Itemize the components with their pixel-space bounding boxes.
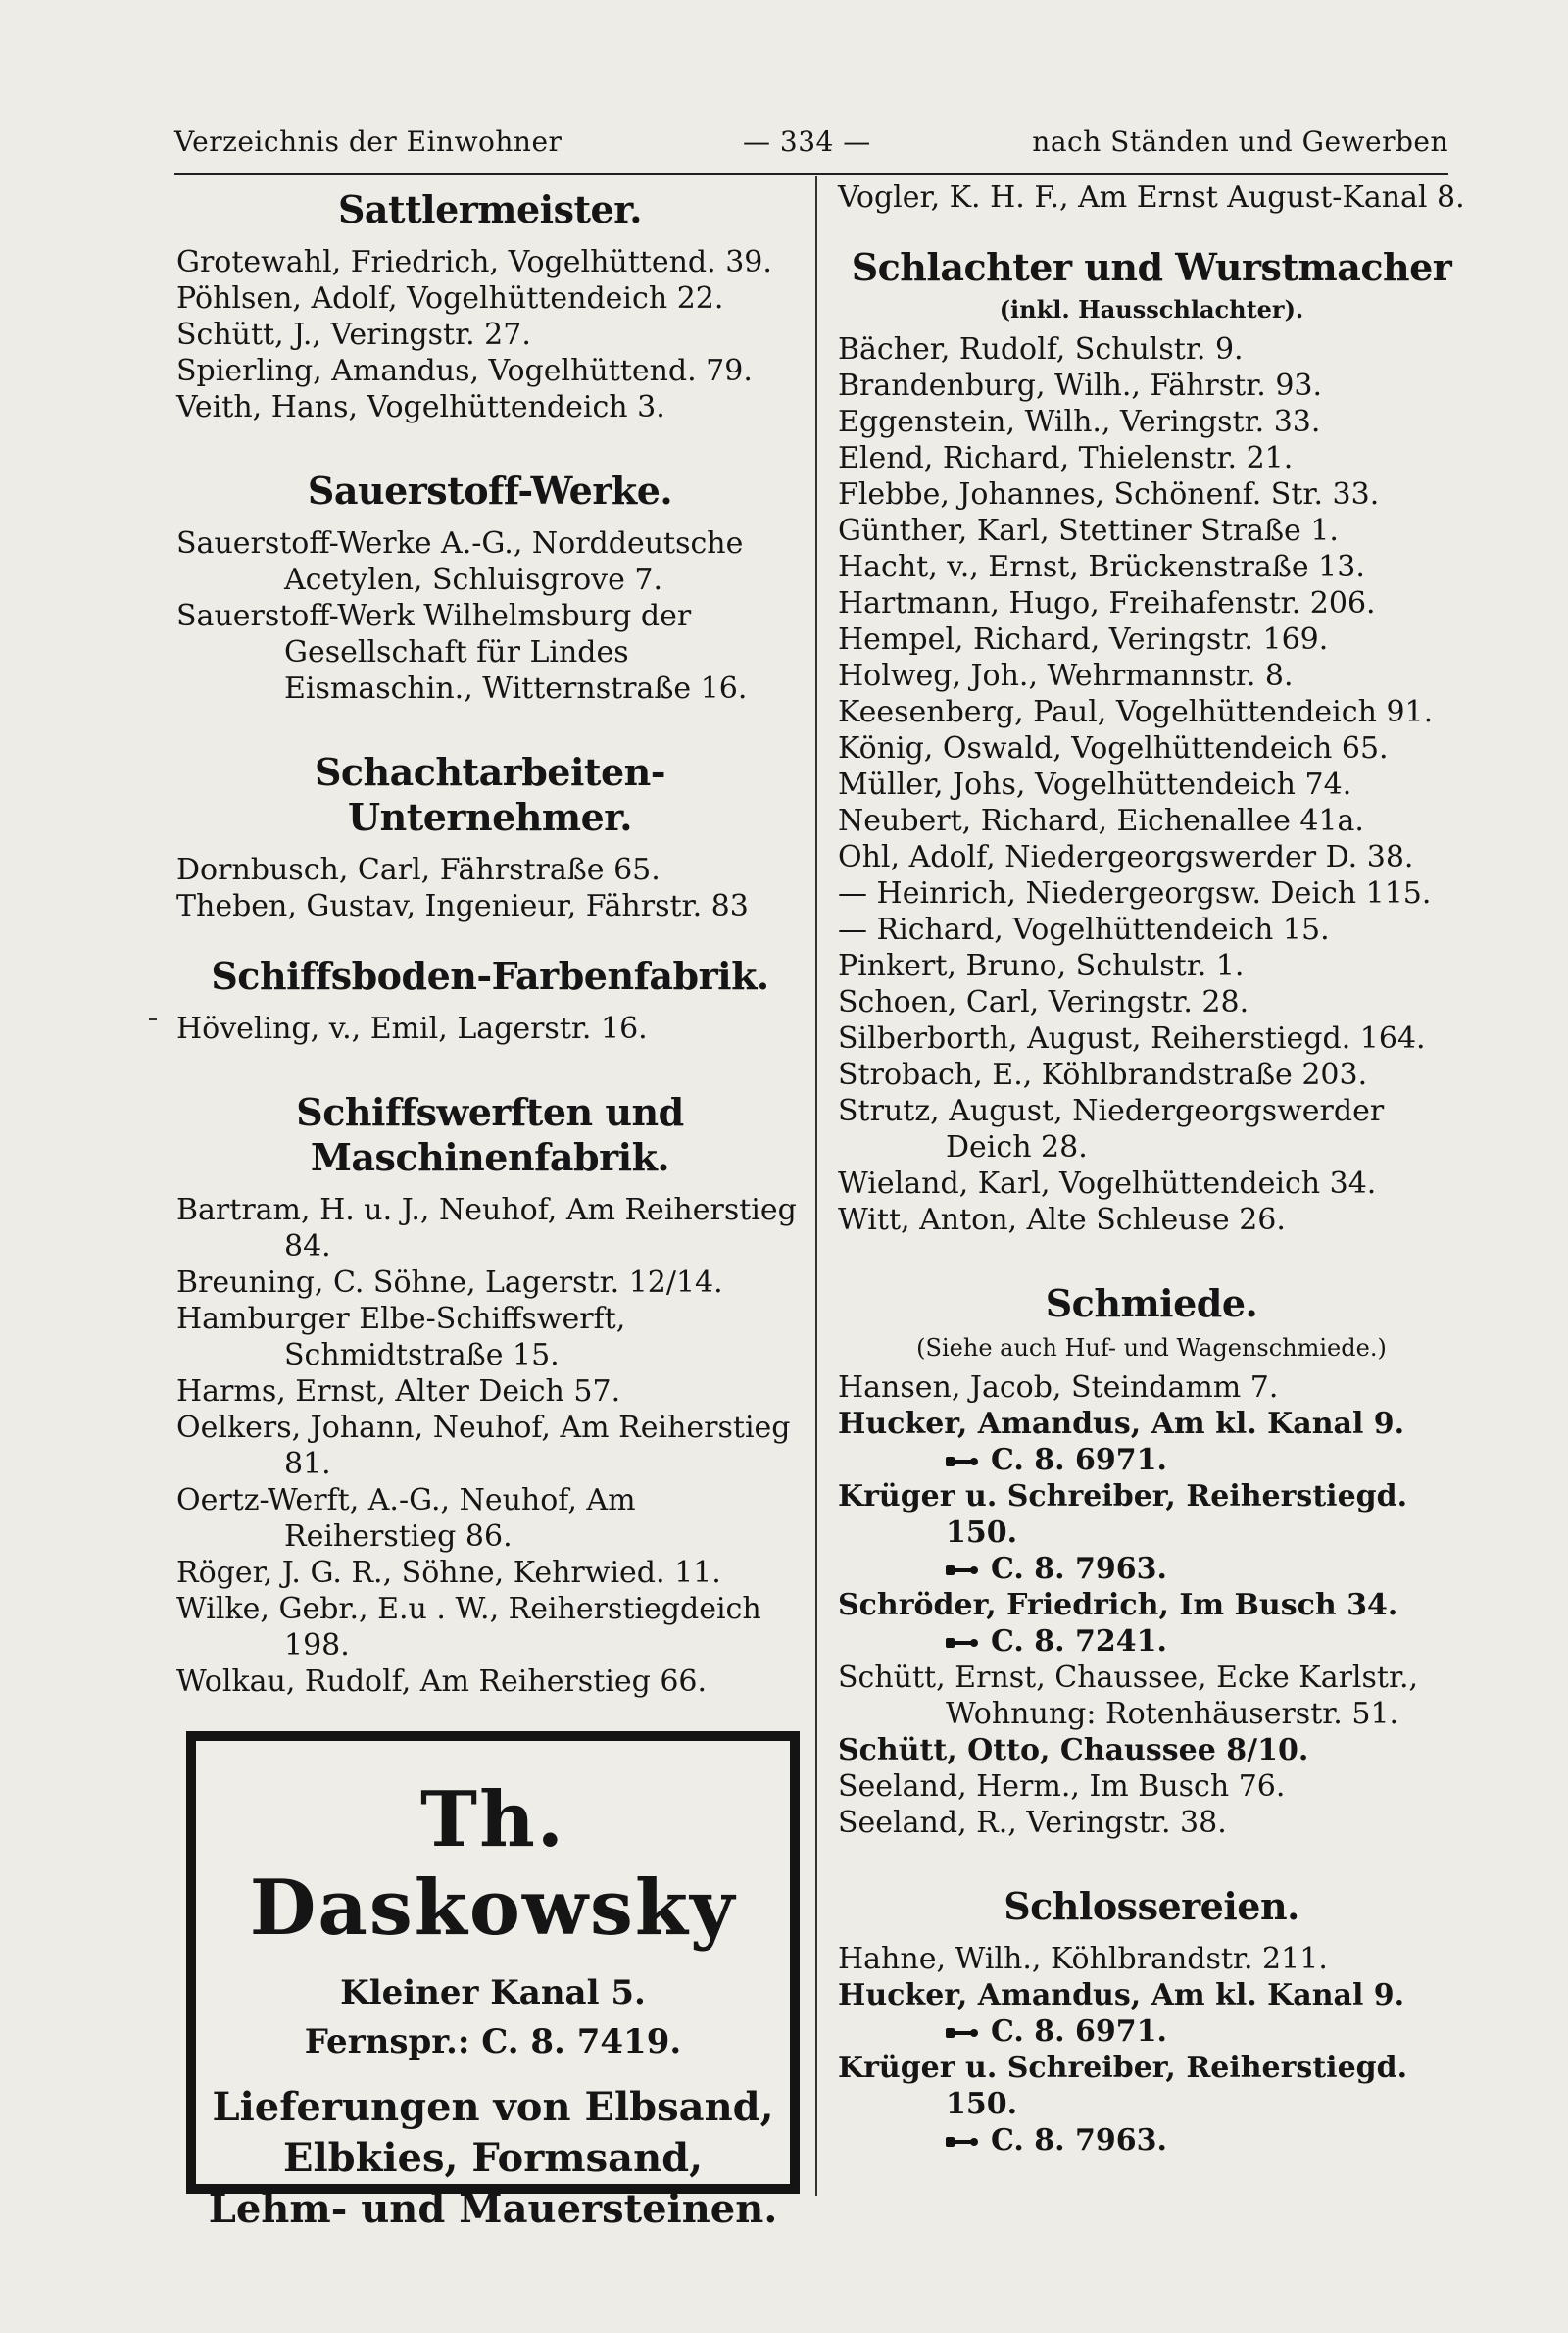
list-item: Flebbe, Johannes, Schönenf. Str. 33. bbox=[838, 477, 1380, 512]
heading-schiffsboden: Schiffsboden-Farbenfabrik. bbox=[211, 954, 769, 998]
schmiede-list bbox=[838, 1369, 1465, 1841]
phone-number: C. 8. 7241. bbox=[991, 1624, 1167, 1659]
list-item: Schütt, Ernst, Chaussee, Ecke Karlstr., Wohnung: Rotenhäuserstr. 51. bbox=[838, 1661, 1419, 1731]
telephone-receiver-icon bbox=[946, 2026, 979, 2040]
list-item: Hamburger Elbe-Schiffswerft, Schmidtstraße 15. bbox=[176, 1302, 626, 1372]
list-item: Schütt, J., Veringstr. 27. bbox=[176, 318, 531, 352]
heading-sattlermeister: Sattlermeister. bbox=[337, 187, 642, 231]
list-item: — Richard, Vogelhüttendeich 15. bbox=[838, 913, 1330, 947]
list-item: Pinkert, Bruno, Schulstr. 1. bbox=[838, 949, 1245, 983]
left-column bbox=[176, 179, 804, 1800]
list-item: Hartmann, Hugo, Freihafenstr. 206. bbox=[838, 586, 1376, 620]
ad-company-name: Th. Daskowsky bbox=[249, 1775, 737, 1953]
list-item: Schröder, Friedrich, Im Busch 34. bbox=[838, 1588, 1398, 1622]
list-item: Seeland, Herm., Im Busch 76. bbox=[838, 1769, 1286, 1804]
list-item: Theben, Gustav, Ingenieur, Fährstr. 83 bbox=[176, 889, 749, 923]
list-item: Pöhlsen, Adolf, Vogelhüttendeich 22. bbox=[176, 281, 724, 316]
phone-line bbox=[838, 2013, 1465, 2050]
heading-schiffswerften: Schiffswerften und Maschinenfabrik. bbox=[296, 1090, 684, 1179]
list-item: Hucker, Amandus, Am kl. Kanal 9. bbox=[838, 1407, 1405, 1441]
telephone-receiver-icon bbox=[946, 1636, 979, 1650]
running-head-left: Verzeichnis der Einwohner bbox=[174, 125, 563, 158]
ad-text-line: Lehm- und Mauersteinen. bbox=[208, 2186, 778, 2232]
list-item: Schoen, Carl, Veringstr. 28. bbox=[838, 985, 1250, 1019]
list-item: Höveling, v., Emil, Lagerstr. 16. bbox=[176, 1012, 648, 1046]
list-item: Wieland, Karl, Vogelhüttendeich 34. bbox=[838, 1166, 1377, 1201]
list-item: Veith, Hans, Vogelhüttendeich 3. bbox=[176, 390, 665, 424]
list-item: Sauerstoff-Werke A.-G., Norddeutsche Acetylen, Schluisgrove 7. bbox=[176, 526, 744, 597]
column-divider bbox=[815, 176, 817, 2196]
list-item: Ohl, Adolf, Niedergeorgswerder D. 38. bbox=[838, 840, 1414, 874]
list-item: Hucker, Amandus, Am kl. Kanal 9. bbox=[838, 1978, 1405, 2012]
phone-line bbox=[838, 1551, 1465, 1587]
heading-sauerstoff-werke: Sauerstoff-Werke. bbox=[307, 469, 673, 513]
list-item: Hacht, v., Ernst, Brückenstraße 13. bbox=[838, 550, 1365, 584]
header-rule bbox=[174, 173, 1448, 175]
list-item: Hansen, Jacob, Steindamm 7. bbox=[838, 1370, 1279, 1405]
list-item: Holweg, Joh., Wehrmannstr. 8. bbox=[838, 659, 1294, 693]
phone-number: C. 8. 7963. bbox=[991, 2123, 1167, 2158]
list-item: Wilke, Gebr., E.u . W., Reiherstiegdeich 198. bbox=[176, 1592, 761, 1663]
list-item: Breuning, C. Söhne, Lagerstr. 12/14. bbox=[176, 1266, 723, 1300]
list-item: Neubert, Richard, Eichenallee 41a. bbox=[838, 804, 1364, 838]
list-item: Krüger u. Schreiber, Reiherstiegd. 150. bbox=[838, 2051, 1408, 2121]
list-item: Brandenburg, Wilh., Fährstr. 93. bbox=[838, 369, 1323, 403]
heading-schlossereien: Schlossereien. bbox=[1004, 1884, 1299, 1928]
running-head bbox=[174, 125, 1448, 165]
phone-line bbox=[838, 1623, 1465, 1660]
right-column bbox=[838, 179, 1465, 2159]
list-item: Schütt, Otto, Chaussee 8/10. bbox=[838, 1733, 1309, 1767]
list-item: Harms, Ernst, Alter Deich 57. bbox=[176, 1374, 621, 1409]
list-item: Strutz, August, Niedergeorgswerder Deich 28. bbox=[838, 1094, 1385, 1165]
telephone-receiver-icon bbox=[946, 1455, 979, 1468]
phone-line bbox=[838, 2122, 1465, 2159]
list-item: Hempel, Richard, Veringstr. 169. bbox=[838, 622, 1329, 657]
list-item: Oelkers, Johann, Neuhof, Am Reiherstieg 81. bbox=[176, 1411, 791, 1481]
telephone-receiver-icon bbox=[946, 2135, 979, 2149]
ad-phone: Fernspr.: C. 8. 7419. bbox=[304, 2022, 682, 2061]
list-item: König, Oswald, Vogelhüttendeich 65. bbox=[838, 731, 1389, 766]
list-item: Dornbusch, Carl, Fährstraße 65. bbox=[176, 853, 661, 887]
ad-text-line: Lieferungen von Elbsand, bbox=[212, 2084, 774, 2130]
page-number: — 334 — bbox=[743, 125, 871, 158]
heading-schlachter-sub: (inkl. Hausschlachter). bbox=[999, 295, 1304, 323]
list-item: Spierling, Amandus, Vogelhüttend. 79. bbox=[176, 354, 753, 388]
list-item: Grotewahl, Friedrich, Vogelhüttend. 39. bbox=[176, 245, 772, 279]
list-item: Müller, Johs, Vogelhüttendeich 74. bbox=[838, 768, 1352, 802]
list-item: Günther, Karl, Stettiner Straße 1. bbox=[838, 514, 1339, 548]
list-item: Hahne, Wilh., Köhlbrandstr. 211. bbox=[838, 1942, 1328, 1976]
advertisement-box bbox=[186, 1731, 800, 2232]
list-item: Silberborth, August, Reiherstiegd. 164. bbox=[838, 1021, 1426, 1056]
ad-text-line: Elbkies, Formsand, bbox=[282, 2135, 704, 2181]
phone-number: C. 8. 6971. bbox=[991, 1443, 1167, 1477]
list-item: Vogler, K. H. F., Am Ernst August-Kanal 8. bbox=[838, 180, 1465, 215]
list-item: Keesenberg, Paul, Vogelhüttendeich 91. bbox=[838, 695, 1434, 729]
list-item: Elend, Richard, Thielenstr. 21. bbox=[838, 441, 1294, 475]
list-item: Bächer, Rudolf, Schulstr. 9. bbox=[838, 332, 1244, 367]
list-item: Sauerstoff-Werk Wilhelmsburg der Gesellschaft für Lindes Eismaschin., Witternstraße 16. bbox=[176, 599, 748, 706]
list-item: Seeland, R., Veringstr. 38. bbox=[838, 1806, 1227, 1840]
list-item: Krüger u. Schreiber, Reiherstiegd. 150. bbox=[838, 1479, 1408, 1550]
heading-schlachter: Schlachter und Wurstmacher bbox=[851, 245, 1452, 289]
list-item: Wolkau, Rudolf, Am Reiherstieg 66. bbox=[176, 1664, 708, 1699]
telephone-receiver-icon bbox=[946, 1564, 979, 1577]
phone-number: C. 8. 7963. bbox=[991, 1552, 1167, 1586]
list-item: — Heinrich, Niedergeorgsw. Deich 115. bbox=[838, 876, 1432, 911]
list-item: Witt, Anton, Alte Schleuse 26. bbox=[838, 1203, 1286, 1237]
ad-address: Kleiner Kanal 5. bbox=[340, 1973, 646, 2012]
heading-schachtarbeiten: Schachtarbeiten-Unternehmer. bbox=[314, 750, 666, 839]
list-item: Röger, J. G. R., Söhne, Kehrwied. 11. bbox=[176, 1556, 721, 1590]
running-head-right: nach Ständen und Gewerben bbox=[1032, 125, 1448, 158]
margin-mark bbox=[149, 1018, 157, 1020]
list-item: Bartram, H. u. J., Neuhof, Am Reiherstieg 84. bbox=[176, 1193, 797, 1264]
schlossereien-list bbox=[838, 1941, 1465, 2159]
phone-number: C. 8. 6971. bbox=[991, 2014, 1167, 2049]
heading-schmiede-note: (Siehe auch Huf- und Wagenschmiede.) bbox=[916, 1334, 1387, 1362]
list-item: Strobach, E., Köhlbrandstraße 203. bbox=[838, 1058, 1368, 1092]
list-item: Oertz-Werft, A.-G., Neuhof, Am Reiherstieg 86. bbox=[176, 1483, 636, 1554]
heading-schmiede: Schmiede. bbox=[1045, 1281, 1258, 1325]
phone-line bbox=[838, 1442, 1465, 1478]
list-item: Eggenstein, Wilh., Veringstr. 33. bbox=[838, 405, 1321, 439]
